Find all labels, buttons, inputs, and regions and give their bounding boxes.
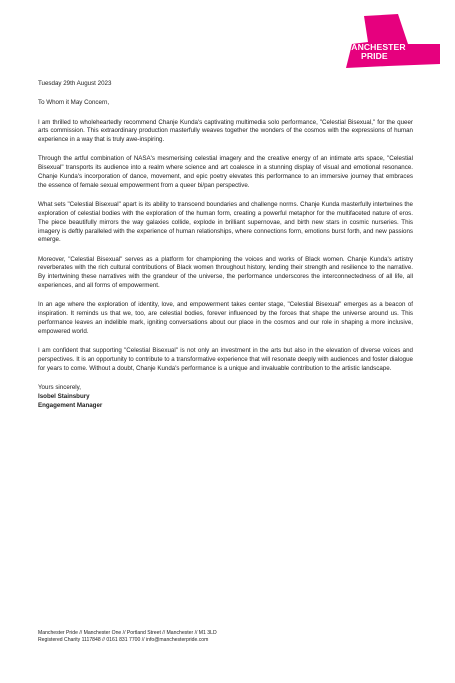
logo-wordmark bbox=[344, 43, 444, 62]
footer-address: Manchester Pride // Manchester One // Portland Street // Manchester // M1 3LD bbox=[38, 630, 217, 636]
paragraph-4: Moreover, "Celestial Bisexual" serves as a platform for championing the voices and works of Black women. Chanje Kunda's artistry reverberates with the rich cultural contributions of Black women throughout history, lending their strength and resilience to the narrative. By intertwining these narratives with the grandeur of the universe, the performance underscores the interconnectedness of all life, all experiences, and all forms of empowerment. bbox=[38, 255, 413, 290]
letter-body bbox=[38, 80, 413, 410]
manchester-pride-logo bbox=[344, 14, 444, 74]
signer-name: Isobel Stainsbury bbox=[38, 392, 90, 400]
paragraph-1: I am thrilled to wholeheartedly recommend Chanje Kunda's captivating multimedia solo performance, "Celestial Bisexual," for the queer arts commission. This extraordinary production masterfully weaves together the wonders of the cosmos with the expressions of human experience in a way that is truly awe-inspiring. bbox=[38, 118, 413, 144]
letter-closing: Yours sincerely, bbox=[38, 383, 81, 391]
paragraph-3: What sets "Celestial Bisexual" apart is its ability to transcend boundaries and challenge norms. Chanje Kunda masterfully intertwines the exploration of celestial bodies with the exploration of the human form, creating a powerful metaphor for the multifaceted nature of eros. The piece beautifully mirrors the way galaxies collide, explode in brilliant supernovae, and birth new stars in cosmic nurseries. This imagery is deftly paralleled with the experience of human relationships, where connections form, emotions burst forth, and new passions emerge. bbox=[38, 201, 413, 244]
logo-line-1: MANCHESTER bbox=[344, 42, 406, 52]
paragraph-5: In an age where the exploration of identity, love, and empowerment takes center stage, "Celestial Bisexual" emerges as a beacon of inspiration. It reminds us that we, too, are celestial bodies, forever influenced by the forces that shape the universe around us. This performance leaves an indelible mark, igniting conversations about our place in the cosmos and our role in shaping a more inclusive, empowered world. bbox=[38, 301, 413, 335]
letter-date: Tuesday 29th August 2023 bbox=[38, 80, 112, 87]
logo-line-2: PRIDE bbox=[361, 51, 388, 62]
footer-contact: Registered Charity 1117848 // 0161 831 7700 // info@manchesterpride.com bbox=[38, 637, 209, 643]
letter-greeting: To Whom it May Concern, bbox=[38, 99, 110, 107]
signer-title: Engagement Manager bbox=[38, 401, 103, 409]
paragraph-2: Through the artful combination of NASA's mesmerising celestial imagery and the creative energy of an intimate arts space, "Celestial Bisexual" transports its audience into a realm where science and art coalesce in a stunning display of visual and emotional resonance. Chanje Kunda's incorporation of dance, movement, and epic poetry elevates this performance to an immersive journey that embraces the essence of female sexual empowerment from a queer bi/pan perspective. bbox=[38, 155, 413, 189]
paragraph-6: I am confident that supporting "Celestial Bisexual" is not only an investment in the arts but also in the elevation of diverse voices and perspectives. It is an opportunity to contribute to a transformative experience that will resonate deeply with audiences and foster dialogue for years to come. Without a doubt, Chanje Kunda's performance is a unique and invaluable contribution to the artistic landscape. bbox=[38, 347, 413, 372]
letter-footer bbox=[38, 630, 418, 644]
